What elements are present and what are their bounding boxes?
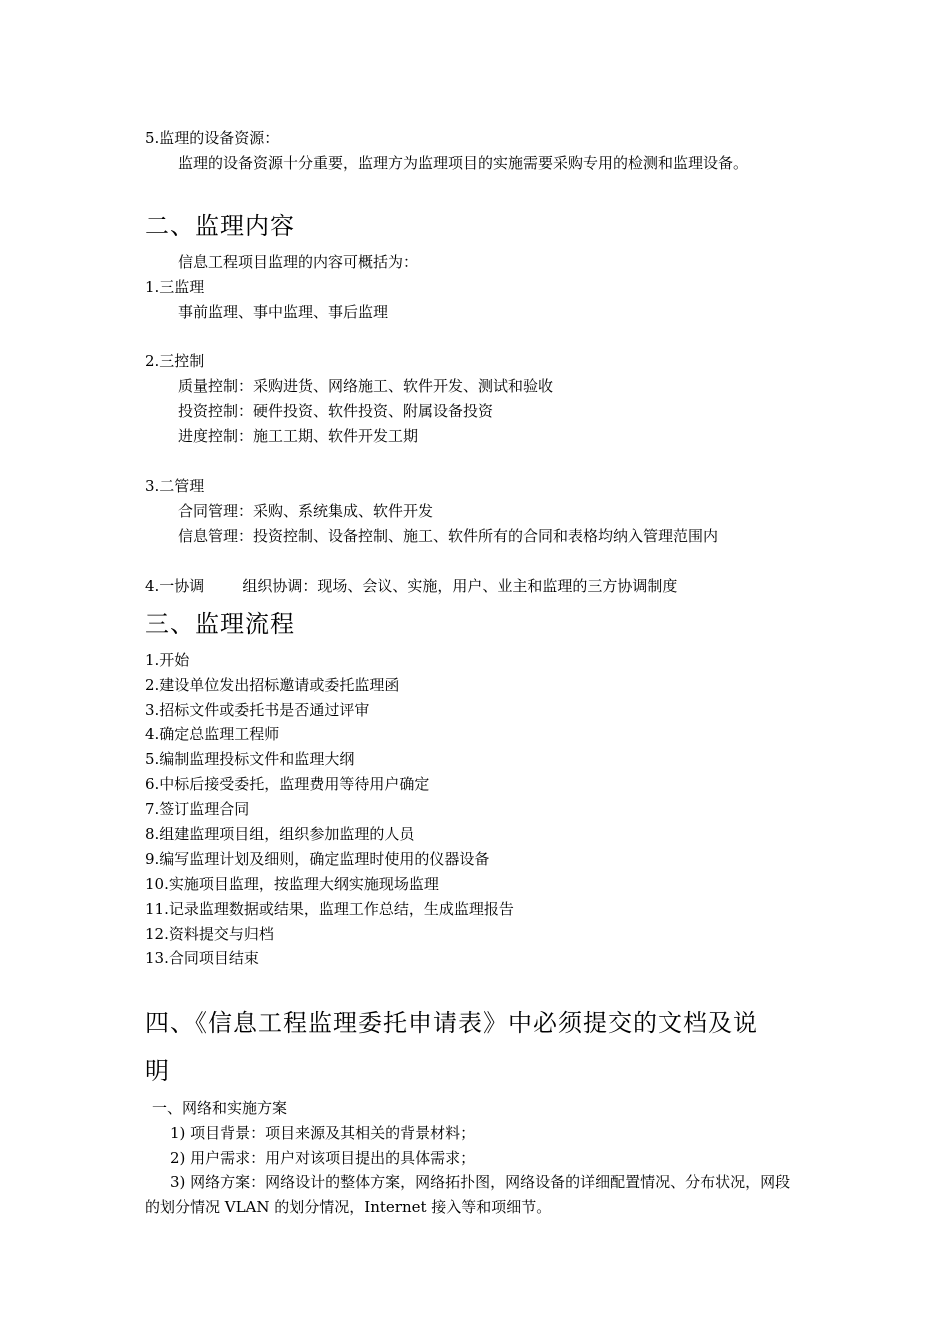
process-step: 2.建设单位发出招标邀请或委托监理函 (145, 676, 400, 694)
process-step: 7.签订监理合同 (145, 800, 250, 818)
network-plan-heading: 一、网络和实施方案 (152, 1099, 288, 1117)
process-step: 3.招标文件或委托书是否通过评审 (145, 701, 370, 719)
item2-line: 投资控制：硬件投资、软件投资、附属设备投资 (178, 402, 494, 420)
process-step: 4.确定总监理工程师 (145, 725, 280, 743)
item4-heading: 4.一协调 (145, 577, 205, 595)
item4-text: 组织协调：现场、会议、实施，用户、业主和监理的三方协调制度 (242, 577, 678, 595)
process-step: 10.实施项目监理，按监理大纲实施现场监理 (145, 875, 439, 893)
network-plan-item: 2) 用户需求：用户对该项目提出的具体需求； (170, 1149, 476, 1167)
item2-line: 进度控制：施工工期、软件开发工期 (178, 427, 419, 445)
process-step: 13.合同项目结束 (145, 949, 259, 967)
item2-heading: 2.三控制 (145, 352, 205, 370)
network-plan-item: 1) 项目背景：项目来源及其相关的背景材料； (170, 1124, 476, 1142)
process-step: 5.编制监理投标文件和监理大纲 (145, 750, 355, 768)
item3-heading: 3.二管理 (145, 477, 205, 495)
item3-line: 合同管理：采购、系统集成、软件开发 (178, 502, 434, 520)
process-step: 9.编写监理计划及细则，确定监理时使用的仪器设备 (145, 850, 490, 868)
equipment-resources-heading: 5.监理的设备资源： (145, 129, 280, 147)
section-title-supervision-content: 二、监理内容 (145, 212, 295, 240)
section-title-required-documents: 四、《信息工程监理委托申请表》中必须提交的文档及说 (145, 1009, 758, 1037)
item4-row (145, 576, 677, 596)
supervision-content-intro: 信息工程项目监理的内容可概括为： (178, 253, 419, 271)
item1-line: 事前监理、事中监理、事后监理 (178, 303, 389, 321)
item3-line: 信息管理：投资控制、设备控制、施工、软件所有的合同和表格均纳入管理范围内 (178, 527, 719, 545)
process-step: 8.组建监理项目组，组织参加监理的人员 (145, 825, 415, 843)
section-title-required-documents-cont: 明 (145, 1057, 170, 1085)
process-step: 11.记录监理数据或结果，监理工作总结，生成监理报告 (145, 900, 514, 918)
item2-line: 质量控制：采购进货、网络施工、软件开发、测试和验收 (178, 377, 554, 395)
equipment-resources-text: 监理的设备资源十分重要，监理方为监理项目的实施需要采购专用的检测和监理设备。 (178, 154, 749, 172)
process-step: 6.中标后接受委托，监理费用等待用户确定 (145, 775, 430, 793)
process-step: 1.开始 (145, 651, 190, 669)
process-step: 12.资料提交与归档 (145, 925, 274, 943)
network-plan-item-3: 3) 网络方案：网络设计的整体方案，网络拓扑图，网络设备的详细配置情况、分布状况，网段的划分情况 VLAN 的划分情况，Internet 接入等和项细节。 (145, 1173, 791, 1216)
section-title-supervision-process: 三、监理流程 (145, 610, 295, 638)
item1-heading: 1.三监理 (145, 278, 205, 296)
